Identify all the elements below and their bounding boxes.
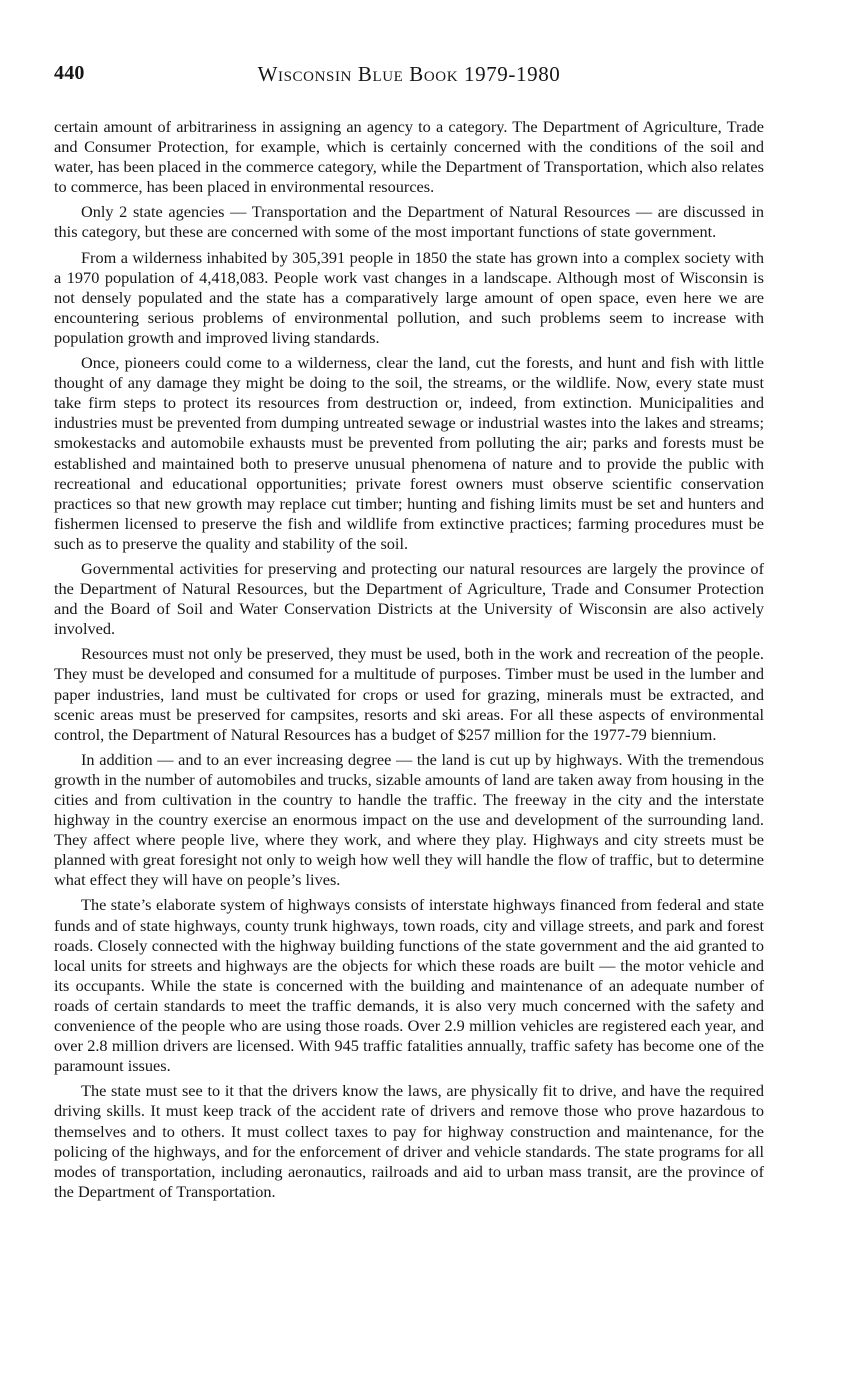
paragraph-drivers: The state must see to it that the drivers know the laws, are physically fit to drive, and have the required driving skills. It must keep track of the accident rate of drivers and remove those who prove hazardous to themselves and to others. It must collect taxes to pay for highway construction and maintenance, for the policing of the highways, and for the enforcement of driver and vehicle standards. The state programs for all modes of transportation, including aeronautics, railroads and aid to urban mass transit, are the province of the Department of Transportation. xyxy=(54,1081,764,1201)
page-number: 440 xyxy=(54,62,85,84)
page-header xyxy=(54,62,764,96)
paragraph-resources-used: Resources must not only be preserved, they must be used, both in the work and recreation of the people. They must be developed and consumed for a multitude of purposes. Timber must be used in the lumber and paper industries, land must be cultivated for crops or used for grazing, minerals must be extracted, and scenic areas must be preserved for campsites, resorts and ski areas. For all these aspects of environmental control, the Department of Natural Resources has a budget of $257 million for the 1977-79 biennium. xyxy=(54,644,764,744)
paragraph-population: From a wilderness inhabited by 305,391 people in 1850 the state has grown into a complex society with a 1970 population of 4,418,083. People work vast changes in a landscape. Although most of Wisconsin is not densely populated and the state has a comparatively large amount of open space, even here we are encountering serious problems of environmental pollution, and such problems seem to increase with population growth and improved living standards. xyxy=(54,247,764,347)
paragraph-highways-land: In addition — and to an ever increasing degree — the land is cut up by highways. With the tremendous growth in the number of automobiles and trucks, sizable amounts of land are taken away from housing in the cities and from cultivation in the country to handle the traffic. The freeway in the city and the interstate highway in the country exercise an enormous impact on the use and development of the surrounding land. They affect where people live, where they work, and where they play. Highways and city streets must be planned with great foresight not only to weigh how well they will handle the flow of traffic, but to determine what effect they will have on people’s lives. xyxy=(54,749,764,890)
paragraph-pioneers: Once, pioneers could come to a wilderness, clear the land, cut the forests, and hunt and fish with little thought of any damage they might be doing to the soil, the streams, or the wildlife. Now, every state must take firm steps to protect its resources from destruction or, indeed, from extinction. Municipalities and industries must be prevented from dumping untreated sewage or industrial wastes into the lakes and streams; smokestacks and automobile exhausts must be prevented from polluting the air; parks and forests must be established and maintained both to preserve unusual phenomena of nature and to provide the public with recreational and educational opportunities; private forest owners must observe scientific conservation practices so that new growth may replace cut timber; hunting and fishing limits must be set and hunters and fishermen licensed to preserve the fish and wildlife from extinctive practices; farming procedures must be such as to preserve the quality and stability of the soil. xyxy=(54,353,764,553)
body-text xyxy=(54,117,764,1207)
running-title: Wisconsin Blue Book 1979-1980 xyxy=(257,62,561,86)
paragraph-highway-system: The state’s elaborate system of highways consists of interstate highways financed from federal and state funds and of state highways, county trunk highways, town roads, city and village streets, and park and forest roads. Closely connected with the highway building functions of the state government and the aid granted to local units for streets and highways are the objects for which these roads are built — the motor vehicle and its occupants. While the state is concerned with the building and maintenance of an adequate number of roads of certain standards to meet the traffic demands, it is also very much concerned with the safety and convenience of the people who are using those roads. Over 2.9 million vehicles are registered each year, and over 2.8 million drivers are licensed. With 945 traffic fatalities annually, traffic safety has become one of the paramount issues. xyxy=(54,895,764,1076)
paragraph-continued: certain amount of arbitrariness in assigning an agency to a category. The Department of Agriculture, Trade and Consumer Protection, for example, which is certainly concerned with the conditions of the soil and water, has been placed in the commerce category, while the Department of Transportation, which also relates to commerce, has been placed in environmental resources. xyxy=(54,117,764,197)
paragraph-state-agencies: Only 2 state agencies — Transportation and the Department of Natural Resources — are discussed in this category, but these are concerned with some of the most important functions of state government. xyxy=(54,202,764,242)
paragraph-governmental-activities: Governmental activities for preserving and protecting our natural resources are largely the province of the Department of Natural Resources, but the Department of Agriculture, Trade and Consumer Protection and the Board of Soil and Water Conservation Districts at the University of Wisconsin are also actively involved. xyxy=(54,558,764,639)
